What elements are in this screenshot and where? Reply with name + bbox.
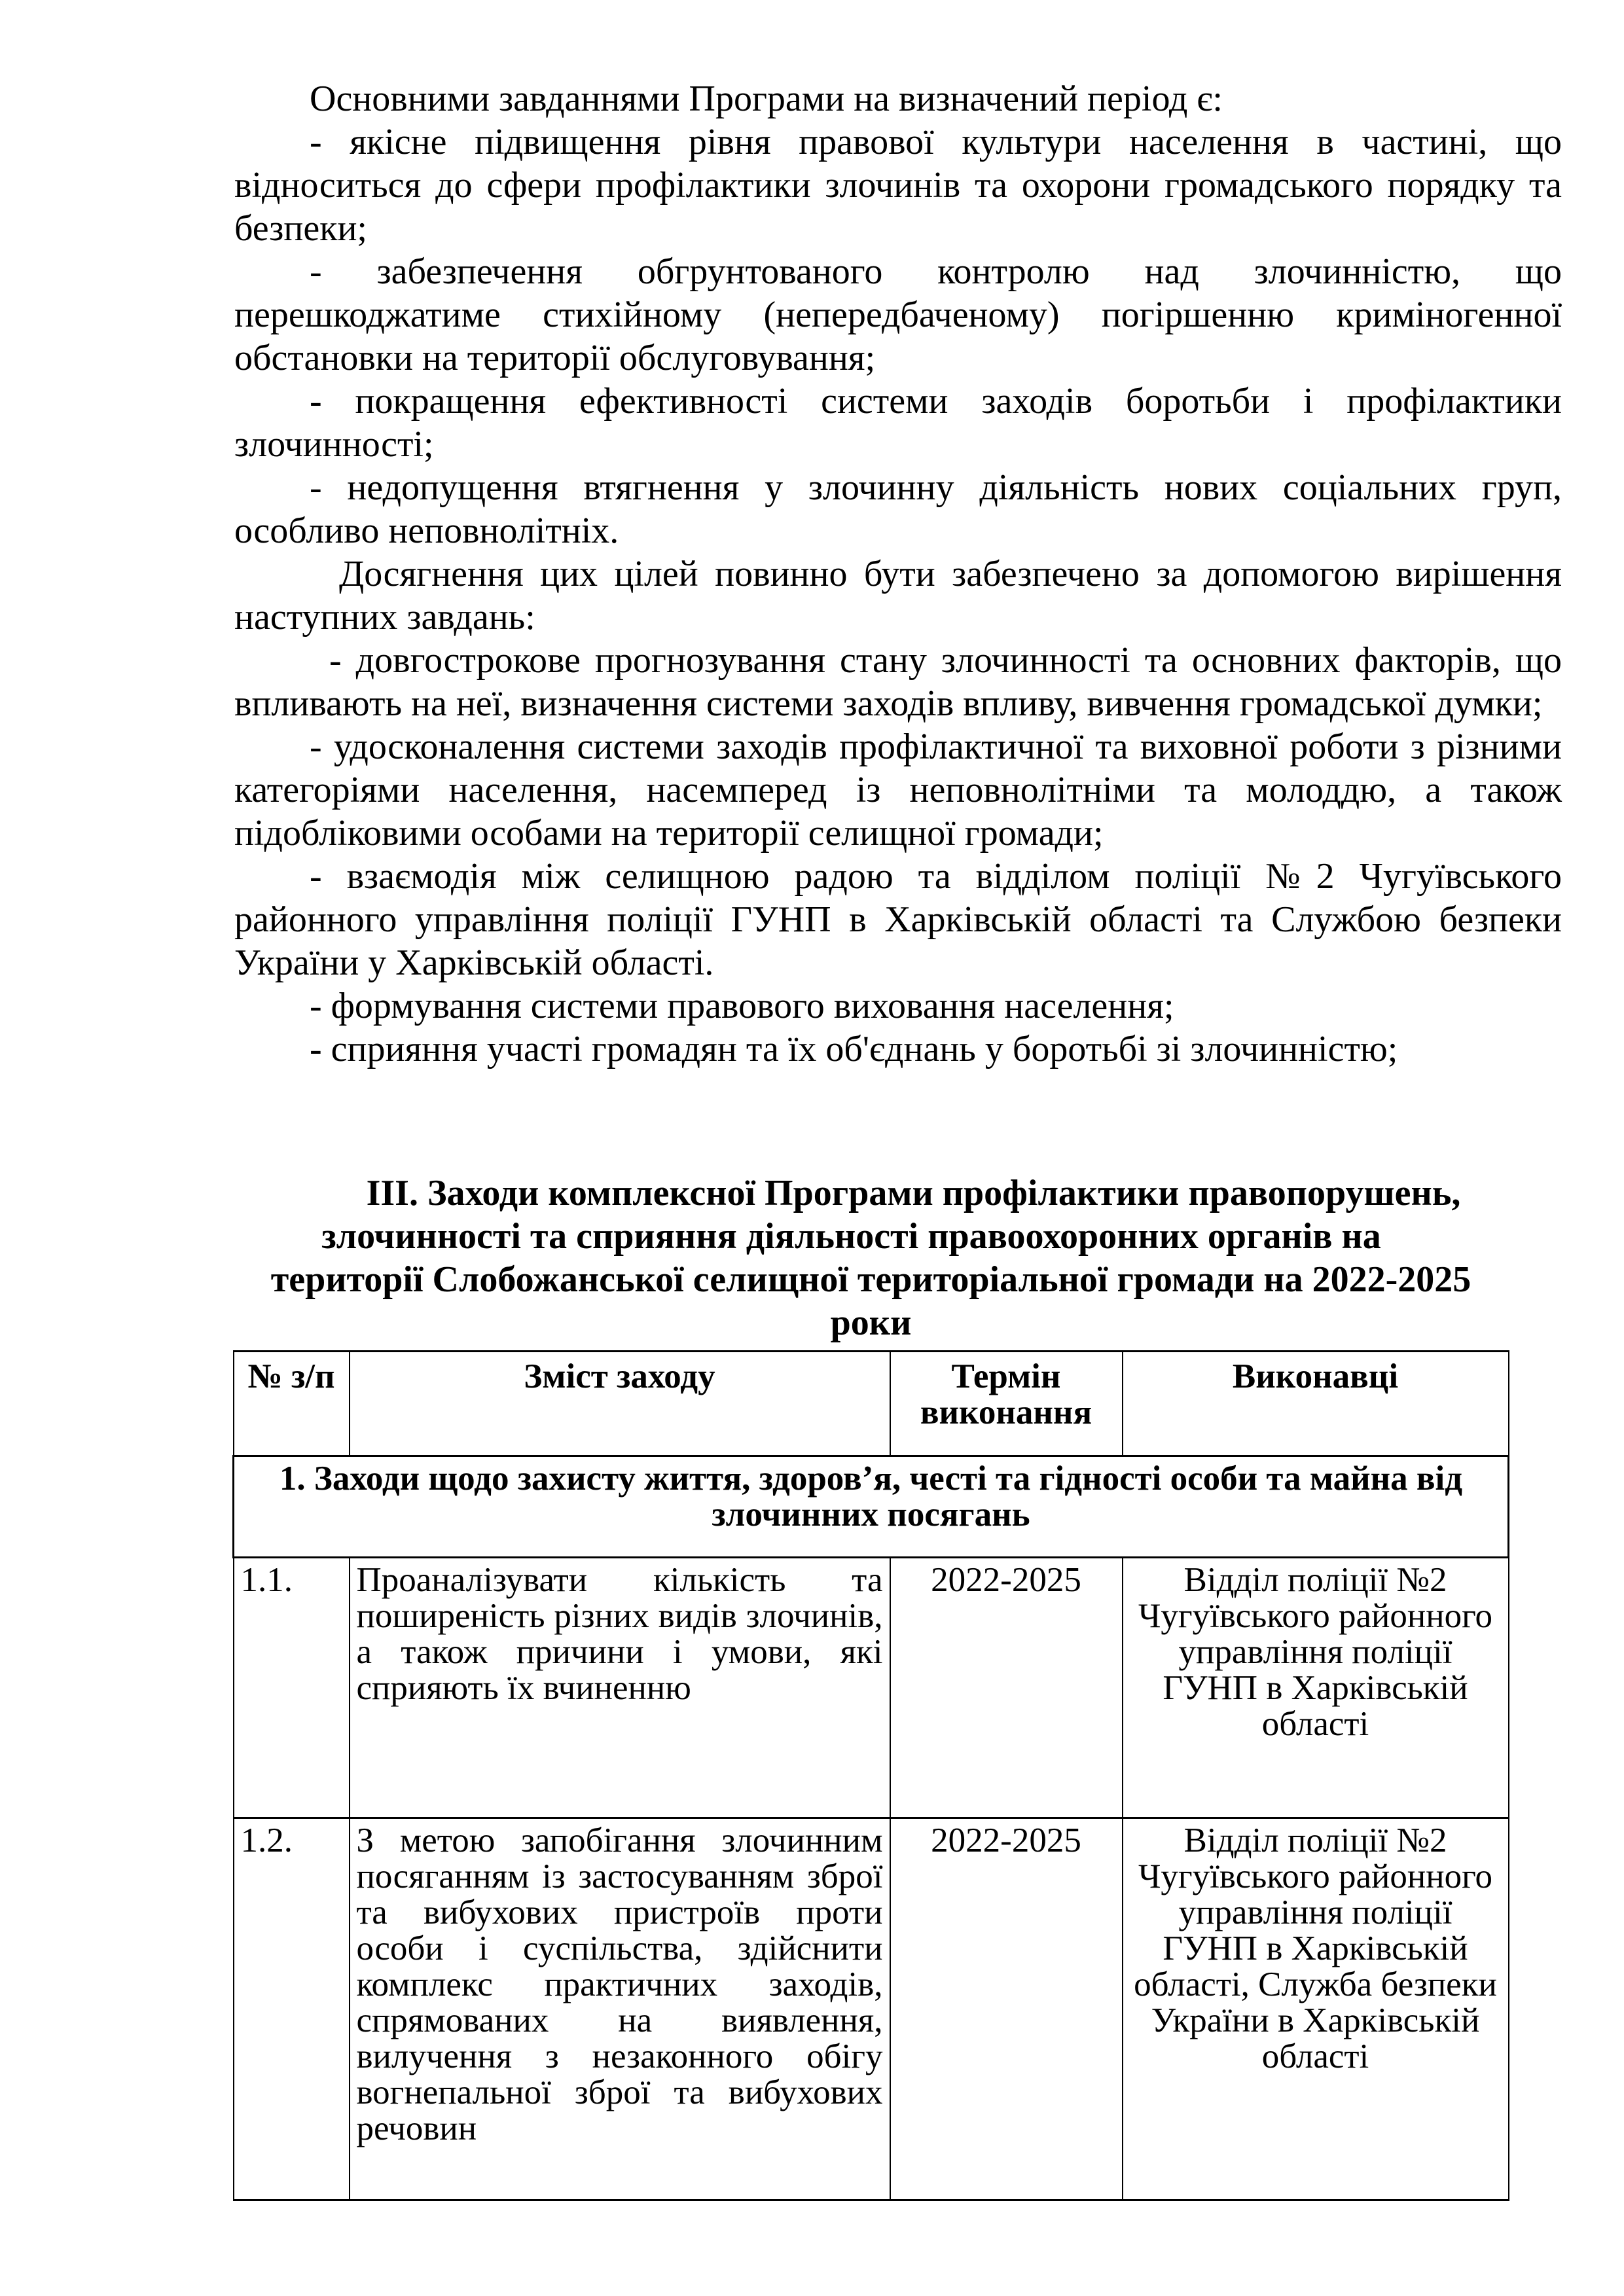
header-executors: Виконавці [1123,1352,1509,1456]
row-content: З метою запобігання злочинним посяганням із застосуванням зброї та вибухових пристроїв проти особи і суспільства, здійснити комплекс практичних заходів, спрямованих на виявлення, вилучення з незаконного обігу вогнепальної зброї та вибухових речовин [350,1818,890,2200]
table-section-row [234,1456,1509,1558]
goal-item-forecasting: - довгострокове прогнозування стану злочинності та основних факторів, що впливають на неї, визначення системи заходів впливу, вивчення громадської думки; [234,640,1562,724]
row-content: Проаналізувати кількість та поширеність різних видів злочинів, а також причини і умови, які сприяють їх вчиненню [350,1558,890,1818]
section-heading [234,1172,1507,1344]
row-term: 2022-2025 [890,1818,1123,2200]
section-heading-line: ІІІ. Заходи комплексної Програми профілактики правопорушень, [366,1173,1461,1213]
row-number: 1.1. [234,1558,350,1818]
header-content: Зміст заходу [350,1352,890,1456]
goal-item-legal-education: - формування системи правового виховання населення; [310,986,1174,1026]
section-heading-line: злочинності та сприяння діяльності правоохоронних органів на [321,1216,1381,1257]
row-term: 2022-2025 [890,1558,1123,1818]
table-row [234,1558,1509,1818]
section-heading-line: території Слобожанської селищної територіальної громади на 2022-2025 [270,1259,1471,1300]
row-executors: Відділ поліції №2 Чугуївського районного управління поліції ГУНП в Харківській області, Служба безпеки України в Харківській області [1123,1818,1509,2200]
measures-table [232,1350,1509,2201]
section-title: 1. Заходи щодо захисту життя, здоров’я, честі та гідності особи та майна від злочинних посягань [234,1456,1509,1558]
section-heading-line: роки [830,1302,912,1343]
row-number: 1.2. [234,1818,350,2200]
intro-paragraph: Основними завданнями Програми на визначений період є: [310,79,1223,119]
header-number: № з/п [234,1352,350,1456]
goal-item-citizen-participation: - сприяння участі громадян та їх об'єднань у боротьбі зі злочинністю; [310,1029,1398,1069]
document-body [234,77,1562,1071]
task-item-legal-culture: - якісне підвищення рівня правової культури населення в частині, що відноситься до сфери профілактики злочинів та охорони громадського порядку та безпеки; [234,122,1562,249]
goal-item-prevention-system: - удосконалення системи заходів профілактичної та виховної роботи з різними категоріями населення, насемперед із неповнолітніми та молоддю, а також підобліковими особами на території селищної громади; [234,726,1562,853]
task-item-prevent-involvement: - недопущення втягнення у злочинну діяльність нових соціальних груп, особливо неповнолітніх. [234,467,1562,551]
task-item-crime-control: - забезпечення обгрунтованого контролю над злочинністю, що перешкоджатиме стихійному (непередбаченому) погіршенню криміногенної обстановки на території обслуговування; [234,251,1562,378]
row-executors: Відділ поліції №2 Чугуївського районного управління поліції ГУНП в Харківській області [1123,1558,1509,1818]
table-row [234,1818,1509,2200]
table-header-row [234,1352,1509,1456]
goal-item-cooperation: - взаємодія між селищною радою та відділом поліції №2 Чугуївського районного управління поліції ГУНП в Харківській області та Службою безпеки України у Харківській області. [234,856,1562,983]
task-item-efficiency: - покращення ефективності системи заходів боротьби і профілактики злочинності; [234,381,1562,465]
header-term: Термін виконання [890,1352,1123,1456]
goals-paragraph: Досягнення цих цілей повинно бути забезпечено за допомогою вирішення наступних завдань: [234,554,1562,637]
